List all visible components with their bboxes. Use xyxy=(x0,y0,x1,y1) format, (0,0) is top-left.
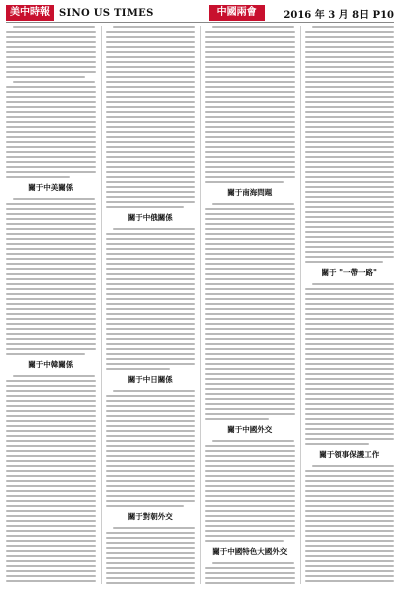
section-heading: 關于中國外交 xyxy=(227,425,273,434)
body-text-block xyxy=(106,527,196,584)
body-text-block xyxy=(6,26,96,178)
body-text-block xyxy=(6,375,96,584)
section-heading: 關于中國特色大國外交 xyxy=(212,547,288,556)
body-text-block xyxy=(205,203,295,420)
body-text-block xyxy=(205,440,295,542)
paper-logo: 美中時報 xyxy=(6,5,54,21)
body-text-block xyxy=(106,26,196,208)
body-text-block xyxy=(305,465,395,584)
column-2 xyxy=(101,26,196,584)
section-heading: 關于 "一帶一路" xyxy=(321,268,377,277)
body-text-block xyxy=(305,26,395,263)
masthead xyxy=(6,4,394,23)
date-and-page-number: 2016 年 3 月 8日 P10 xyxy=(283,9,394,21)
section-title: 中國兩會 xyxy=(209,5,265,21)
section-heading: 關于對朝外交 xyxy=(127,512,173,521)
body-text-block xyxy=(106,390,196,507)
body-text-block xyxy=(305,283,395,445)
section-heading: 關于南海問題 xyxy=(227,188,273,197)
body-text-block xyxy=(106,228,196,370)
column-4 xyxy=(300,26,395,584)
article-columns xyxy=(6,26,394,584)
body-text-block xyxy=(6,198,96,355)
column-1 xyxy=(6,26,96,584)
paper-name-english: SINO US TIMES xyxy=(59,7,154,19)
column-3 xyxy=(200,26,295,584)
body-text-block xyxy=(205,26,295,183)
section-heading: 關于中韓關係 xyxy=(28,360,74,369)
section-heading: 關于中日關係 xyxy=(127,375,173,384)
body-text-block xyxy=(205,562,295,584)
section-heading: 關于中俄關係 xyxy=(127,213,173,222)
section-heading: 關于中美關係 xyxy=(28,183,74,192)
section-heading: 關于領事保護工作 xyxy=(319,450,380,459)
